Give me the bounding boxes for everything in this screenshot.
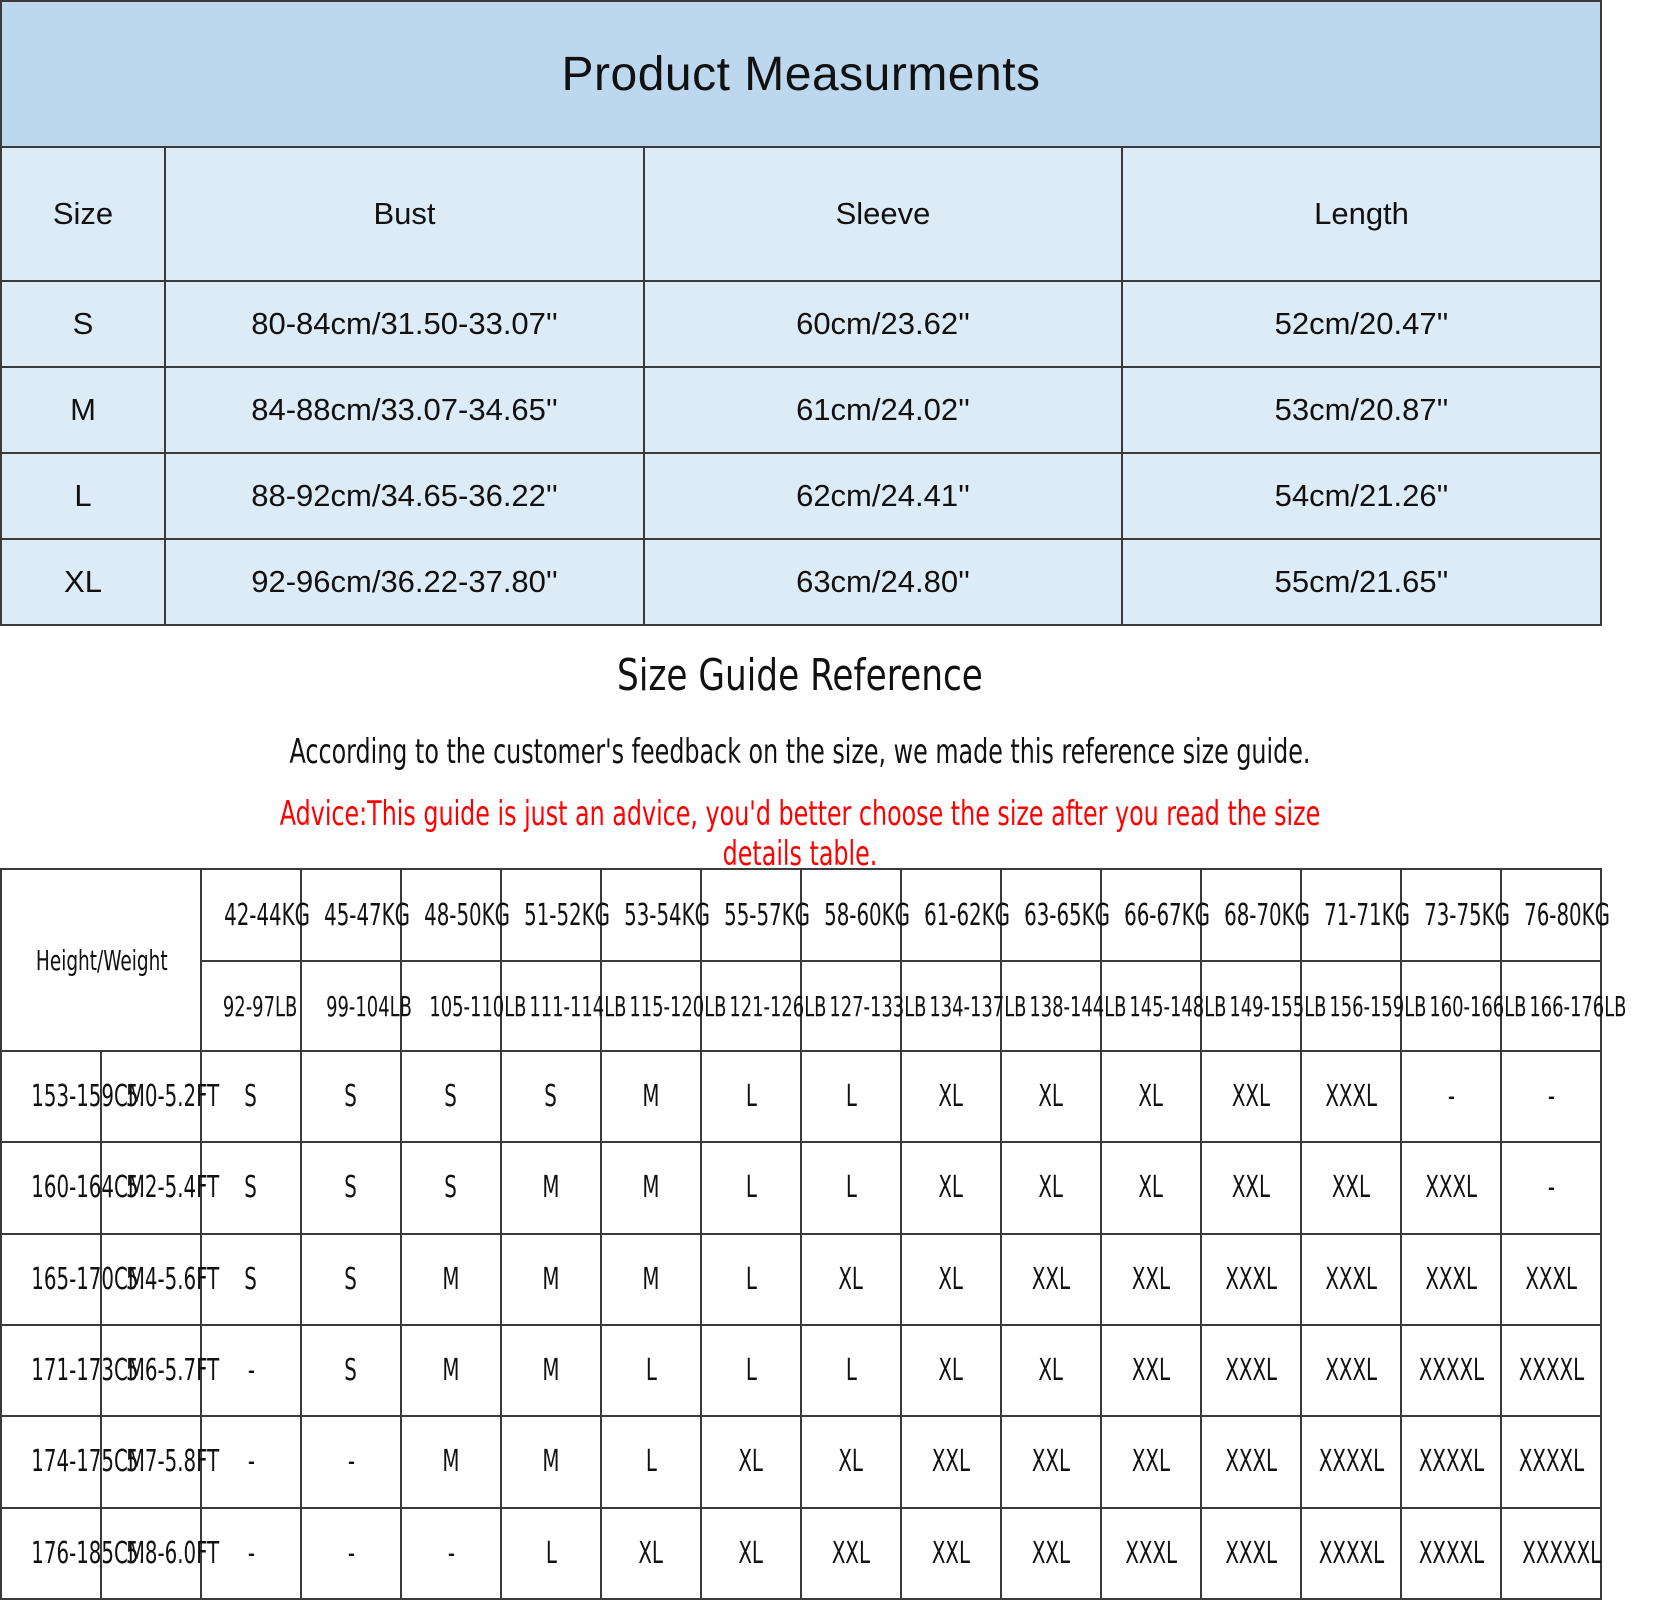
recommended-size-cell — [901, 1051, 1001, 1142]
recommended-size-cell — [301, 1234, 401, 1325]
recommended-size: XXXL — [1325, 1079, 1377, 1115]
recommended-size-cell — [301, 1142, 401, 1233]
recommended-size-cell — [1501, 1508, 1601, 1599]
recommended-size: XXL — [1131, 1444, 1171, 1480]
recommended-size-cell — [701, 1051, 801, 1142]
weight-kg-header — [701, 869, 810, 961]
recommended-size-cell — [501, 1508, 601, 1599]
recommended-size: XXL — [931, 1444, 971, 1480]
weight-kg-header — [1401, 869, 1510, 961]
recommended-size: XXXXL — [1318, 1535, 1385, 1571]
recommended-size-cell — [1401, 1508, 1501, 1599]
cell-bust: 92-96cm/36.22-37.80'' — [165, 539, 644, 625]
recommended-size-cell — [401, 1051, 501, 1142]
weight-lb-label: 134-137LB — [929, 989, 1027, 1023]
recommended-size: M — [442, 1444, 460, 1480]
recommended-size: XXXXL — [1418, 1535, 1485, 1571]
weight-lb-label: 127-133LB — [829, 989, 927, 1023]
recommended-size-cell — [1001, 1508, 1101, 1599]
recommended-size: XL — [938, 1170, 964, 1206]
recommended-size-cell — [1101, 1508, 1201, 1599]
recommended-size-cell — [601, 1051, 701, 1142]
cell-size: L — [1, 453, 165, 539]
recommended-size-cell — [1501, 1325, 1601, 1416]
recommended-size-cell — [1101, 1234, 1201, 1325]
cell-bust: 84-88cm/33.07-34.65'' — [165, 367, 644, 453]
cell-bust: 88-92cm/34.65-36.22'' — [165, 453, 644, 539]
recommended-size-cell — [1401, 1051, 1501, 1142]
recommended-size: XXL — [1031, 1261, 1071, 1297]
recommended-size: XXXL — [1525, 1261, 1577, 1297]
recommended-size: - — [447, 1535, 455, 1571]
recommended-size-cell — [1301, 1051, 1401, 1142]
recommended-size-cell — [401, 1416, 501, 1507]
recommended-size-cell — [1001, 1416, 1101, 1507]
recommended-size-cell — [601, 1325, 701, 1416]
height-cm-cell — [1, 1142, 145, 1233]
weight-kg-label: 71-71KG — [1324, 897, 1410, 933]
recommended-size-cell — [401, 1142, 501, 1233]
weight-kg-label: 66-67KG — [1124, 897, 1210, 933]
header-sleeve: Sleeve — [644, 147, 1122, 281]
recommended-size: S — [344, 1353, 358, 1389]
recommended-size: XXL — [1331, 1170, 1371, 1206]
weight-kg-header — [601, 869, 710, 961]
recommended-size-cell — [801, 1508, 901, 1599]
recommended-size-cell — [1001, 1142, 1101, 1233]
weight-lb-label: 149-155LB — [1229, 989, 1327, 1023]
recommended-size: M — [642, 1079, 660, 1115]
recommended-size-cell — [1001, 1051, 1101, 1142]
weight-kg-label: 63-65KG — [1024, 897, 1110, 933]
recommended-size-cell — [401, 1234, 501, 1325]
recommended-size: L — [745, 1079, 757, 1115]
recommended-size: XL — [1038, 1079, 1064, 1115]
height-weight-label: Height/Weight — [35, 943, 168, 977]
weight-kg-header — [1101, 869, 1210, 961]
weight-lb-label: 156-159LB — [1329, 989, 1427, 1023]
recommended-size-cell — [1401, 1416, 1501, 1507]
recommended-size: XXL — [1031, 1535, 1071, 1571]
cell-sleeve: 60cm/23.62'' — [644, 281, 1122, 367]
size-guide-row — [1, 1325, 1601, 1416]
weight-lb-label: 99-104LB — [326, 989, 412, 1023]
recommended-size-cell — [1101, 1416, 1201, 1507]
recommended-size: XXXL — [1225, 1353, 1277, 1389]
recommended-size: S — [244, 1261, 258, 1297]
recommended-size: - — [347, 1535, 355, 1571]
recommended-size-cell — [1501, 1234, 1601, 1325]
recommended-size-cell — [501, 1051, 601, 1142]
recommended-size-cell — [1401, 1234, 1501, 1325]
recommended-size: - — [247, 1535, 255, 1571]
cell-length: 54cm/21.26'' — [1122, 453, 1601, 539]
height-cm: 171-173CM — [31, 1353, 145, 1389]
recommended-size: XXL — [1231, 1079, 1271, 1115]
recommended-size-cell — [301, 1325, 401, 1416]
recommended-size-cell — [901, 1234, 1001, 1325]
weight-kg-label: 58-60KG — [824, 897, 910, 933]
recommended-size-cell — [701, 1416, 801, 1507]
measurements-header-row — [1, 147, 1601, 281]
weight-kg-header — [501, 869, 610, 961]
recommended-size-cell — [801, 1416, 901, 1507]
measurements-title: Product Measurments — [1, 1, 1601, 147]
cell-size: XL — [1, 539, 165, 625]
weight-kg-label: 42-44KG — [224, 897, 310, 933]
recommended-size-cell — [1101, 1325, 1201, 1416]
recommended-size: S — [444, 1079, 458, 1115]
recommended-size-cell — [801, 1325, 901, 1416]
recommended-size-cell — [1001, 1234, 1101, 1325]
recommended-size: XL — [938, 1079, 964, 1115]
size-guide-row — [1, 1416, 1601, 1507]
height-cm: 160-164CM — [31, 1170, 145, 1206]
recommended-size: XXXL — [1225, 1261, 1277, 1297]
weight-lb-label: 166-176LB — [1529, 989, 1627, 1023]
recommended-size: L — [845, 1353, 857, 1389]
cell-sleeve: 63cm/24.80'' — [644, 539, 1122, 625]
recommended-size-cell — [901, 1416, 1001, 1507]
recommended-size: XL — [838, 1444, 864, 1480]
size-guide-row — [1, 1508, 1601, 1599]
weight-kg-header — [1001, 869, 1110, 961]
recommended-size-cell — [1001, 1325, 1101, 1416]
height-ft: 5.8-6.0FT — [126, 1535, 220, 1571]
size-guide-row — [1, 1142, 1601, 1233]
weight-lb-label: 111-114LB — [529, 989, 627, 1023]
height-cm: 165-170CM — [31, 1261, 145, 1297]
header-length: Length — [1122, 147, 1601, 281]
recommended-size: L — [845, 1170, 857, 1206]
recommended-size-cell — [301, 1508, 401, 1599]
recommended-size-cell — [601, 1234, 701, 1325]
recommended-size: XXXXL — [1518, 1353, 1585, 1389]
weight-kg-label: 68-70KG — [1224, 897, 1310, 933]
recommended-size: M — [442, 1353, 460, 1389]
recommended-size: M — [442, 1261, 460, 1297]
recommended-size-cell — [601, 1142, 701, 1233]
recommended-size: XL — [838, 1261, 864, 1297]
recommended-size: M — [542, 1353, 560, 1389]
height-cm: 174-175CM — [31, 1444, 145, 1480]
recommended-size-cell — [401, 1325, 501, 1416]
recommended-size: S — [444, 1170, 458, 1206]
recommended-size-cell — [901, 1508, 1001, 1599]
weight-lb-label: 121-126LB — [729, 989, 827, 1023]
weight-kg-label: 45-47KG — [324, 897, 410, 933]
weight-lb-label: 105-110LB — [429, 989, 527, 1023]
recommended-size: - — [247, 1353, 255, 1389]
cell-length: 53cm/20.87'' — [1122, 367, 1601, 453]
recommended-size-cell — [1301, 1142, 1401, 1233]
recommended-size: - — [1447, 1079, 1455, 1115]
recommended-size-cell — [601, 1508, 701, 1599]
size-guide-advice: Advice:This guide is just an advice, you'd better choose the size after you read the size details table. — [279, 794, 1321, 874]
size-guide-header — [0, 624, 1600, 874]
header-bust: Bust — [165, 147, 644, 281]
recommended-size: XXXL — [1125, 1535, 1177, 1571]
recommended-size: L — [745, 1353, 757, 1389]
height-cm: 176-185CM — [31, 1535, 145, 1571]
size-guide-subtitle: According to the customer's feedback on the size, we made this reference size guide. — [289, 732, 1311, 772]
recommended-size-cell — [1101, 1142, 1201, 1233]
recommended-size-cell — [301, 1051, 401, 1142]
height-weight-corner — [1, 869, 201, 1051]
recommended-size: XXXXL — [1318, 1444, 1385, 1480]
cell-size: S — [1, 281, 165, 367]
recommended-size-cell — [501, 1416, 601, 1507]
height-ft: 5.2-5.4FT — [126, 1170, 220, 1206]
recommended-size: L — [545, 1535, 557, 1571]
weight-kg-label: 53-54KG — [624, 897, 710, 933]
cell-sleeve: 61cm/24.02'' — [644, 367, 1122, 453]
weight-kg-label: 48-50KG — [424, 897, 510, 933]
recommended-size: XXXXL — [1418, 1444, 1485, 1480]
recommended-size-cell — [301, 1416, 401, 1507]
recommended-size: L — [645, 1444, 657, 1480]
recommended-size: XL — [938, 1353, 964, 1389]
recommended-size: S — [344, 1079, 358, 1115]
recommended-size: XL — [738, 1535, 764, 1571]
recommended-size: XXXXXL — [1522, 1535, 1602, 1571]
recommended-size: XXL — [1131, 1261, 1171, 1297]
weight-kg-header — [901, 869, 1010, 961]
measurements-row-s — [1, 281, 1601, 367]
recommended-size: XXL — [1031, 1444, 1071, 1480]
recommended-size: S — [544, 1079, 558, 1115]
recommended-size: XXXL — [1425, 1170, 1477, 1206]
recommended-size: S — [344, 1261, 358, 1297]
weight-kg-label: 51-52KG — [524, 897, 610, 933]
recommended-size: XL — [1138, 1170, 1164, 1206]
weight-lb-label: 115-120LB — [629, 989, 727, 1023]
recommended-size-cell — [501, 1325, 601, 1416]
recommended-size: - — [247, 1444, 255, 1480]
recommended-size: S — [344, 1170, 358, 1206]
recommended-size: S — [244, 1079, 258, 1115]
recommended-size-cell — [901, 1325, 1001, 1416]
recommended-size: XXL — [831, 1535, 871, 1571]
recommended-size: XXXXL — [1418, 1353, 1485, 1389]
weight-kg-label: 55-57KG — [724, 897, 810, 933]
weight-kg-header — [1201, 869, 1310, 961]
recommended-size-cell — [1201, 1051, 1301, 1142]
recommended-size-cell — [1201, 1508, 1301, 1599]
weight-kg-label: 76-80KG — [1524, 897, 1610, 933]
recommended-size: XXXL — [1325, 1261, 1377, 1297]
height-cm-cell — [1, 1416, 145, 1507]
weight-kg-label: 73-75KG — [1424, 897, 1510, 933]
recommended-size-cell — [501, 1234, 601, 1325]
recommended-size: - — [1547, 1170, 1555, 1206]
recommended-size: XL — [938, 1261, 964, 1297]
height-cm: 153-159CM — [31, 1079, 145, 1115]
recommended-size-cell — [1301, 1416, 1401, 1507]
recommended-size-cell — [801, 1234, 901, 1325]
weight-lb-header — [301, 961, 412, 1051]
recommended-size: L — [745, 1261, 757, 1297]
weight-kg-label: 61-62KG — [924, 897, 1010, 933]
recommended-size-cell — [701, 1508, 801, 1599]
weight-kg-header — [301, 869, 410, 961]
recommended-size-cell — [501, 1142, 601, 1233]
measurements-row-l — [1, 453, 1601, 539]
recommended-size: M — [542, 1444, 560, 1480]
measurements-row-xl — [1, 539, 1601, 625]
recommended-size: M — [542, 1170, 560, 1206]
recommended-size: L — [645, 1353, 657, 1389]
cell-length: 55cm/21.65'' — [1122, 539, 1601, 625]
recommended-size: XL — [1138, 1079, 1164, 1115]
recommended-size: M — [642, 1170, 660, 1206]
size-guide-row — [1, 1234, 1601, 1325]
measurements-table — [0, 0, 1602, 626]
recommended-size-cell — [1101, 1051, 1201, 1142]
weight-lb-header — [201, 961, 301, 1051]
recommended-size: XXXL — [1225, 1444, 1277, 1480]
recommended-size-cell — [1301, 1234, 1401, 1325]
cell-bust: 80-84cm/31.50-33.07'' — [165, 281, 644, 367]
recommended-size-cell — [701, 1325, 801, 1416]
recommended-size: XL — [1038, 1170, 1064, 1206]
weight-kg-header — [1301, 869, 1410, 961]
recommended-size: XL — [738, 1444, 764, 1480]
recommended-size-cell — [1501, 1416, 1601, 1507]
recommended-size-cell — [801, 1051, 901, 1142]
height-cm-cell — [1, 1051, 145, 1142]
recommended-size-cell — [1201, 1416, 1301, 1507]
recommended-size-cell — [901, 1142, 1001, 1233]
recommended-size-cell — [1201, 1234, 1301, 1325]
recommended-size-cell — [1401, 1325, 1501, 1416]
recommended-size-cell — [1201, 1325, 1301, 1416]
cell-size: M — [1, 367, 165, 453]
recommended-size-cell — [401, 1508, 501, 1599]
height-ft: 5.7-5.8FT — [126, 1444, 220, 1480]
weight-lb-label: 160-166LB — [1429, 989, 1527, 1023]
weight-kg-header — [801, 869, 910, 961]
recommended-size-cell — [1501, 1142, 1601, 1233]
recommended-size: - — [1547, 1079, 1555, 1115]
weight-kg-header — [401, 869, 510, 961]
weight-kg-header — [201, 869, 310, 961]
recommended-size: M — [542, 1261, 560, 1297]
recommended-size: XL — [1038, 1353, 1064, 1389]
recommended-size: XXXL — [1225, 1535, 1277, 1571]
height-cm-cell — [1, 1508, 145, 1599]
recommended-size-cell — [1501, 1051, 1601, 1142]
weight-kg-row — [1, 869, 1601, 961]
weight-kg-header — [1501, 869, 1610, 961]
recommended-size-cell — [701, 1142, 801, 1233]
recommended-size: M — [642, 1261, 660, 1297]
height-cm-cell — [1, 1325, 145, 1416]
measurements-row-m — [1, 367, 1601, 453]
weight-lb-header — [401, 961, 527, 1051]
height-ft: 5.6-5.7FT — [126, 1353, 220, 1389]
recommended-size: XXL — [1231, 1170, 1271, 1206]
recommended-size: XXL — [1131, 1353, 1171, 1389]
weight-lb-row — [1, 961, 1601, 1051]
recommended-size: XL — [638, 1535, 664, 1571]
height-ft: 5.4-5.6FT — [126, 1261, 220, 1297]
weight-lb-label: 145-148LB — [1129, 989, 1227, 1023]
recommended-size-cell — [801, 1142, 901, 1233]
recommended-size-cell — [701, 1234, 801, 1325]
recommended-size: XXXL — [1425, 1261, 1477, 1297]
recommended-size-cell — [601, 1416, 701, 1507]
height-cm-cell — [1, 1234, 145, 1325]
height-ft: 5.0-5.2FT — [126, 1079, 220, 1115]
recommended-size-cell — [1401, 1142, 1501, 1233]
recommended-size: XXL — [931, 1535, 971, 1571]
weight-lb-label: 92-97LB — [222, 989, 298, 1023]
recommended-size: XXXL — [1325, 1353, 1377, 1389]
size-guide-table — [0, 868, 1627, 1600]
cell-sleeve: 62cm/24.41'' — [644, 453, 1122, 539]
recommended-size: L — [845, 1079, 857, 1115]
recommended-size: S — [244, 1170, 258, 1206]
recommended-size: XXXXL — [1518, 1444, 1585, 1480]
header-size: Size — [1, 147, 165, 281]
size-guide-title: Size Guide Reference — [617, 650, 983, 701]
size-guide-row — [1, 1051, 1601, 1142]
weight-lb-label: 138-144LB — [1029, 989, 1127, 1023]
cell-length: 52cm/20.47'' — [1122, 281, 1601, 367]
recommended-size-cell — [1201, 1142, 1301, 1233]
recommended-size-cell — [1301, 1508, 1401, 1599]
recommended-size-cell — [1301, 1325, 1401, 1416]
recommended-size: L — [745, 1170, 757, 1206]
recommended-size: - — [347, 1444, 355, 1480]
